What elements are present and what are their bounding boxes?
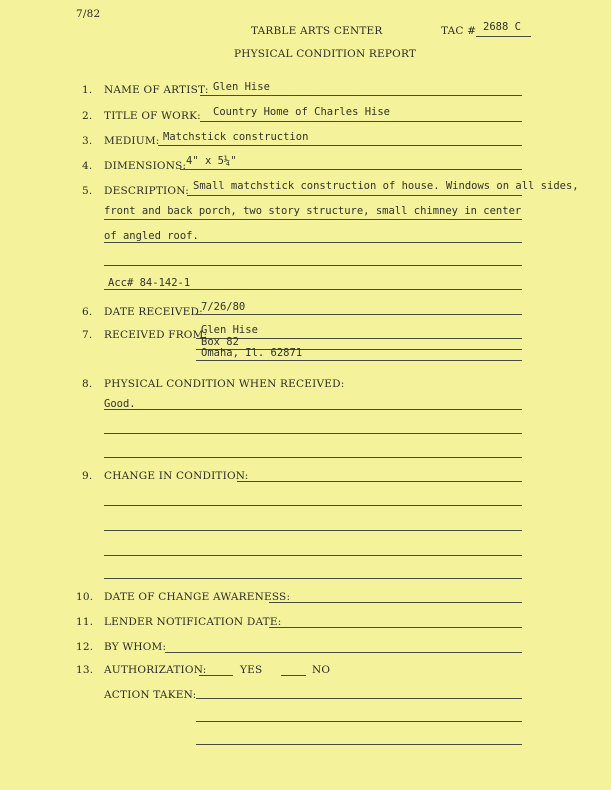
description-label: DESCRIPTION: — [104, 185, 189, 197]
accession-number: Acc# 84-142-1 — [108, 277, 191, 289]
item-8-number: 8. — [82, 378, 93, 390]
change-condition-line[interactable] — [237, 481, 522, 482]
item-12-number: 12. — [76, 641, 94, 653]
received-from-line-1[interactable]: Glen Hise — [201, 324, 258, 336]
accession-rule — [104, 289, 522, 290]
report-title: PHYSICAL CONDITION REPORT — [234, 48, 417, 60]
tac-number: 2688 C — [483, 21, 521, 33]
description-rule-1 — [187, 195, 522, 196]
dimensions-label: DIMENSIONS: — [104, 160, 187, 172]
title-label: TITLE OF WORK: — [104, 110, 201, 122]
tac-label: TAC # — [441, 25, 477, 37]
dimensions-line — [180, 169, 522, 170]
change-rule-2 — [104, 530, 522, 531]
received-from-line-2[interactable]: Box 82 — [201, 336, 239, 348]
description-line-1[interactable]: Small matchstick construction of house. Windows on all sides, — [193, 180, 579, 192]
condition-rule-1 — [104, 409, 522, 410]
by-whom-line[interactable] — [165, 652, 522, 653]
change-awareness-label: DATE OF CHANGE AWARENESS: — [104, 591, 291, 603]
change-rule-3 — [104, 555, 522, 556]
dimensions-value[interactable]: 4" x 5¼" — [186, 155, 237, 167]
physical-condition-value[interactable]: Good. — [104, 398, 136, 410]
change-rule-1 — [104, 505, 522, 506]
item-7-number: 7. — [82, 329, 93, 341]
artist-label: NAME OF ARTIST: — [104, 84, 209, 96]
description-rule-2 — [104, 219, 522, 220]
description-line-2[interactable]: front and back porch, two story structure, small chimney in center — [104, 205, 522, 217]
org-name: TARBLE ARTS CENTER — [251, 25, 383, 37]
description-rule-3 — [104, 242, 522, 243]
date-received-value[interactable]: 7/26/80 — [201, 301, 246, 313]
description-rule-4 — [104, 265, 522, 266]
change-awareness-line[interactable] — [269, 602, 522, 603]
tac-underline — [476, 36, 531, 37]
no-label: NO — [312, 664, 331, 676]
change-condition-label: CHANGE IN CONDITION: — [104, 470, 249, 482]
artist-line — [200, 95, 522, 96]
date-received-line — [196, 314, 522, 315]
title-value[interactable]: Country Home of Charles Hise — [213, 106, 391, 118]
physical-condition-label: PHYSICAL CONDITION WHEN RECEIVED: — [104, 378, 345, 390]
item-3-number: 3. — [82, 135, 93, 147]
item-13-number: 13. — [76, 664, 94, 676]
authorization-label: AUTHORIZATION: — [104, 664, 207, 676]
item-6-number: 6. — [82, 306, 93, 318]
change-rule-4 — [104, 578, 522, 579]
received-from-rule-1 — [196, 338, 522, 339]
item-10-number: 10. — [76, 591, 94, 603]
received-from-rule-3 — [196, 360, 522, 361]
by-whom-label: BY WHOM: — [104, 641, 167, 653]
item-4-number: 4. — [82, 160, 93, 172]
date-received-label: DATE RECEIVED: — [104, 306, 203, 318]
received-from-label: RECEIVED FROM: — [104, 329, 208, 341]
item-5-number: 5. — [82, 185, 93, 197]
medium-line — [158, 145, 522, 146]
lender-notification-label: LENDER NOTIFICATION DATE: — [104, 616, 282, 628]
item-1-number: 1. — [82, 84, 93, 96]
action-taken-line-2[interactable] — [196, 721, 522, 722]
item-9-number: 9. — [82, 470, 93, 482]
medium-value[interactable]: Matchstick construction — [163, 131, 309, 143]
item-11-number: 11. — [76, 616, 94, 628]
artist-value[interactable]: Glen Hise — [213, 81, 270, 93]
action-taken-label: ACTION TAKEN: — [104, 689, 197, 701]
yes-blank[interactable] — [199, 675, 233, 676]
item-2-number: 2. — [82, 110, 93, 122]
lender-notification-line[interactable] — [269, 627, 522, 628]
title-line — [200, 121, 522, 122]
action-taken-line-3[interactable] — [196, 744, 522, 745]
condition-rule-3 — [104, 457, 522, 458]
yes-label: YES — [240, 664, 263, 676]
no-blank[interactable] — [281, 675, 306, 676]
received-from-line-3[interactable]: Omaha, Il. 62871 — [201, 347, 303, 359]
action-taken-line-1[interactable] — [196, 698, 522, 699]
date-code: 7/82 — [76, 8, 101, 20]
condition-rule-2 — [104, 433, 522, 434]
medium-label: MEDIUM: — [104, 135, 160, 147]
description-line-3[interactable]: of angled roof. — [104, 230, 199, 242]
